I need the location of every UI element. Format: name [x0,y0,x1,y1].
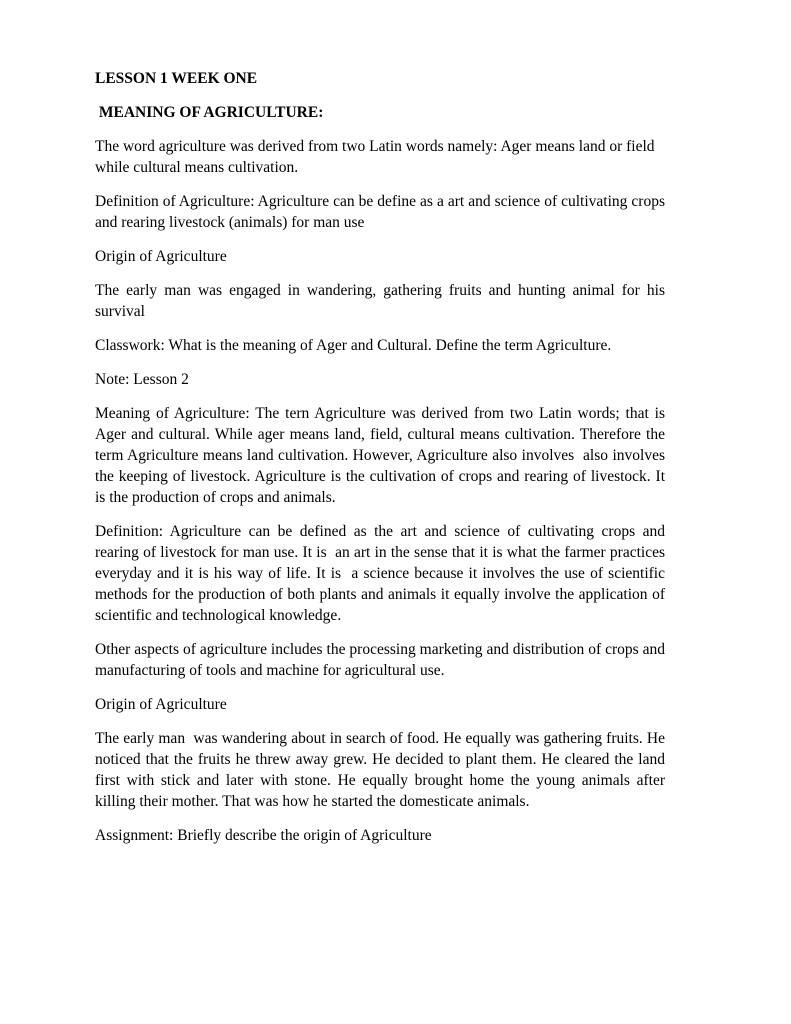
paragraph-other-aspects: Other aspects of agriculture includes the processing marketing and distribution of crops and manufacturing of tools and machine for agricultural use. [95,641,669,679]
lesson-title: LESSON 1 WEEK ONE [95,70,258,87]
paragraph-early-man-short: The early man was engaged in wandering, gathering fruits and hunting animal for his survival [95,282,669,320]
paragraph-origin-heading-1: Origin of Agriculture [95,248,227,265]
paragraph-note-lesson-2: Note: Lesson 2 [95,371,189,388]
paragraph-classwork: Classwork: What is the meaning of Ager and Cultural. Define the term Agriculture. [95,337,612,354]
paragraph-definition-long: Definition: Agriculture can be defined as the art and science of cultivating crops and rearing of livestock for man use. It is an art in the sense that it is what the farmer practices everyday and it is his way of life. It is a science because it involves the use of scientific methods for the production of both plants and animals it equally involve the application of scientific and technological knowledge. [95,523,669,624]
meaning-heading: MEANING OF AGRICULTURE: [95,104,324,121]
paragraph-word-derivation: The word agriculture was derived from two Latin words namely: Ager means land or field while cultural means cultivation. [95,138,659,176]
paragraph-assignment: Assignment: Briefly describe the origin of Agriculture [95,827,432,844]
paragraph-early-man-long: The early man was wandering about in search of food. He equally was gathering fruits. He noticed that the fruits he threw away grew. He decided to plant them. He cleared the land first with stick and later with stone. He equally brought home the young animals after killing their mother. That was how he started the domesticate animals. [95,730,669,810]
paragraph-definition-short: Definition of Agriculture: Agriculture can be define as a art and science of cultivating crops and rearing livestock (animals) for man use [95,193,669,231]
paragraph-meaning-long: Meaning of Agriculture: The tern Agriculture was derived from two Latin words; that is Ager and cultural. While ager means land, field, cultural means cultivation. Therefore the term Agriculture means land cultivation. However, Agriculture also involves also involves the keeping of livestock. Agriculture is the cultivation of crops and rearing of livestock. It is the production of crops and animals. [95,405,669,506]
paragraph-origin-heading-2: Origin of Agriculture [95,696,227,713]
